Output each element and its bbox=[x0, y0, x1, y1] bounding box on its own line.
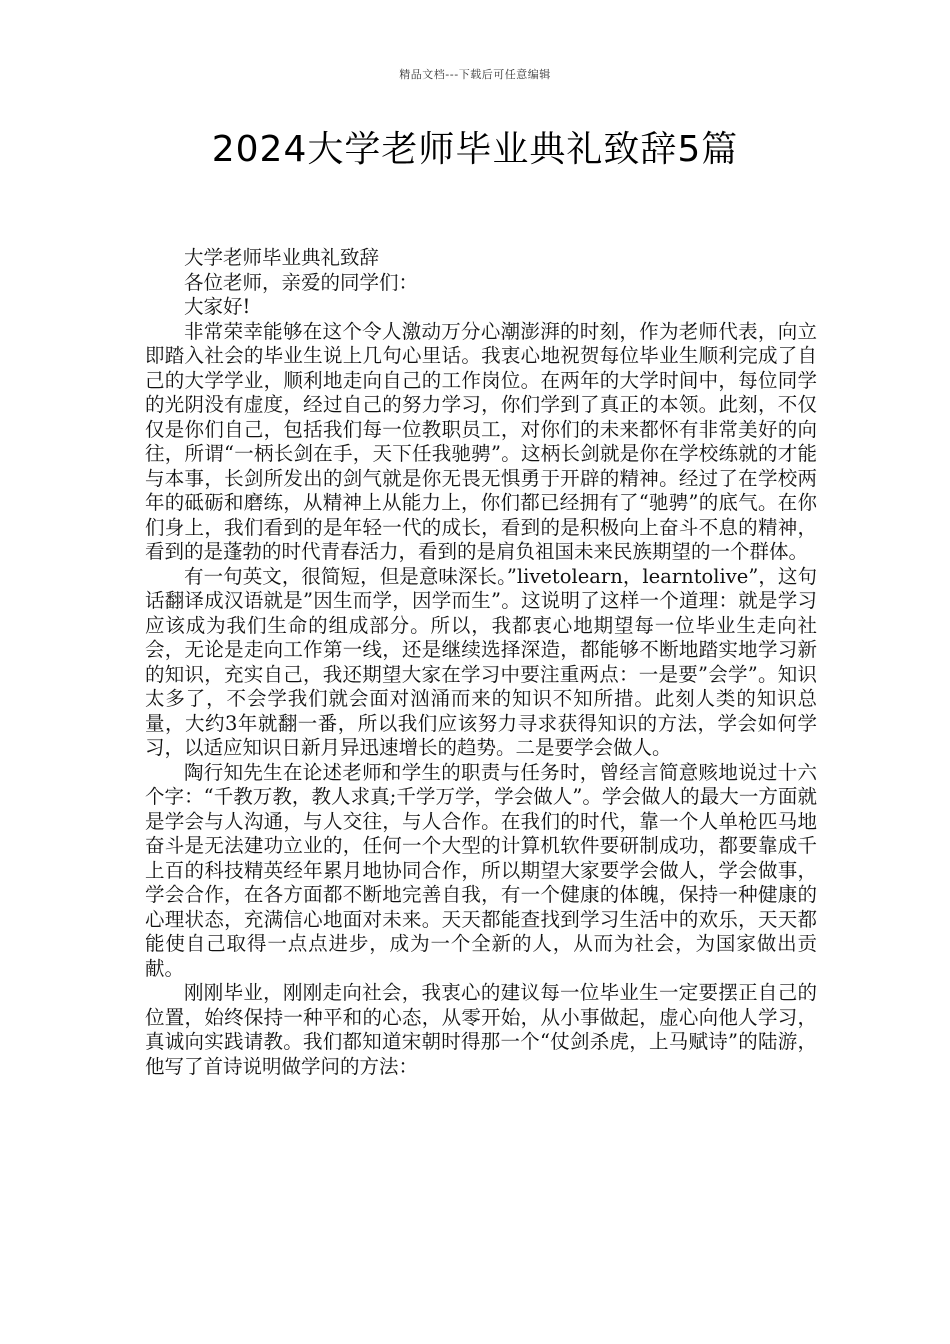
body-paragraph: 有一句英文，很简短，但是意味深长。”livetolearn，learntolive”，这句话翻译成汉语就是”因生而学，因学而生”。这说明了这样一个道理：就是学习应该成为我们生命的组成部分。所以，我都衷心地期望每一位毕业生走向社会，无论是走向工作第一线，还是继续选择深造，都能够不断地踏实地学习新的知识，充实自己，我还期望大家在学习中要注重两点：一是要”会学”。知识太多了，不会学我们就会面对汹涌而来的知识不知所措。此刻人类的知识总量，大约3年就翻一番，所以我们应该努力寻求获得知识的方法，学会如何学习，以适应知识日新月异迅速增长的趋势。二是要学会做人。 bbox=[145, 564, 817, 759]
body-paragraph: 非常荣幸能够在这个令人激动万分心潮澎湃的时刻，作为老师代表，向立即踏入社会的毕业生说上几句心里话。我衷心地祝贺每位毕业生顺利完成了自己的大学学业，顺利地走向自己的工作岗位。在两年的大学时间中，每位同学的光阴没有虚度，经过自己的努力学习，你们学到了真正的本领。此刻，不仅仅是你们自己，包括我们每一位教职员工，对你们的未来都怀有非常美好的向往，所谓“一柄长剑在手，天下任我驰骋”。这柄长剑就是你在学校练就的才能与本事，长剑所发出的剑气就是你无畏无惧勇于开辟的精神。经过了在学校两年的砥砺和磨练，从精神上从能力上，你们都已经拥有了“驰骋”的底气。在你们身上，我们看到的是年轻一代的成长，看到的是积极向上奋斗不息的精神，看到的是蓬勃的时代青春活力，看到的是肩负祖国未来民族期望的一个群体。 bbox=[145, 319, 817, 563]
body-paragraph: 大学老师毕业典礼致辞 bbox=[184, 246, 380, 269]
body-paragraph: 各位老师，亲爱的同学们： bbox=[184, 270, 419, 294]
document-title: 2024大学老师毕业典礼致辞5篇 bbox=[211, 129, 739, 170]
body-paragraph: 大家好! bbox=[184, 295, 251, 318]
header-note: 精品文档---下载后可任意编辑 bbox=[399, 68, 551, 81]
body-paragraph: 刚刚毕业，刚刚走向社会，我衷心的建议每一位毕业生一定要摆正自己的位置，始终保持一种平和的心态，从零开始，从小事做起，虚心向他人学习，真诚向实践请教。我们都知道宋朝时得那一个“仗剑杀虎，上马赋诗”的陆游，他写了首诗说明做学问的方法： bbox=[145, 981, 817, 1078]
body-paragraph: 陶行知先生在论述老师和学生的职责与任务时，曾经言简意赅地说过十六个字：“千教万教，教人求真;千学万学，学会做人”。学会做人的最大一方面就是学会与人沟通，与人交往，与人合作。在我们的时代，靠一个人单枪匹马地奋斗是无法建功立业的，任何一个大型的计算机软件要研制成功，都要靠成千上百的科技精英经年累月地协同合作，所以期望大家要学会做人，学会做事，学会合作，在各方面都不断地完善自我，有一个健康的体魄，保持一种健康的心理状态，充满信心地面对未来。天天都能查找到学习生活中的欢乐，天天都能使自己取得一点点进步，成为一个全新的人，从而为社会，为国家做出贡献。 bbox=[145, 760, 817, 980]
document-body bbox=[145, 246, 817, 1079]
